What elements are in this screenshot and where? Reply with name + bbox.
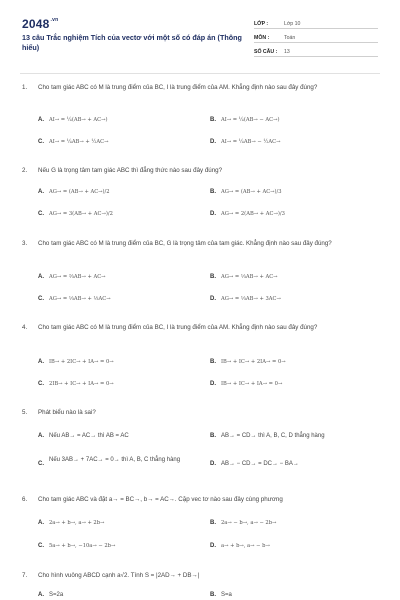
option-text: S=2a (49, 592, 64, 598)
option-label: C. (38, 211, 44, 217)
option-text: AB→ − CD→ = DC→ − BA→ (221, 461, 299, 467)
question-text: Cho tam giác ABC có M là trung điểm của BC, I là trung điểm của AM. Khẳng định nào sau đây đúng? (38, 324, 318, 331)
option-label: C. (38, 296, 44, 302)
option-label: D. (210, 461, 216, 467)
question-number: 6. (22, 496, 28, 503)
question-number: 3. (22, 240, 28, 247)
option-text: AG→ = ⅓AB→ + AC→ (221, 274, 278, 280)
question-number: 7. (22, 572, 28, 579)
question-number: 4. (22, 324, 28, 331)
option-text: AI→ = ¼AB→ + ½AC→ (49, 139, 109, 145)
option-text: AG→ = 2(AB→ + AC→)/3 (221, 211, 285, 217)
option-text: AB→ = CD→ thì A, B, C, D thẳng hàng (221, 433, 325, 439)
question-number: 2. (22, 167, 28, 174)
page-header (0, 0, 400, 70)
option-label: B. (210, 274, 216, 280)
option-label: A. (38, 433, 44, 439)
option-text: a→ + b→, a→ − b→ (221, 543, 270, 549)
meta-info (254, 15, 378, 57)
option-text: AI→ = ¼(AB→ + AC→) (49, 117, 108, 123)
option-text: AG→ = (AB→ + AC→)/3 (221, 189, 282, 195)
option-label: D. (210, 543, 216, 549)
option-label: D. (210, 296, 216, 302)
option-text: AG→ = ⅓AB→ + 3AC→ (221, 296, 281, 302)
option-text: IB→ + 2IC→ + IA→ = 0→ (49, 359, 114, 365)
option-text: IB→ + IC→ + IA→ = 0→ (221, 381, 283, 387)
question-text: Cho tam giác ABC và đặt a→ = BC→, b→ = AC→. Cặp vec tơ nào sau đây cùng phương (38, 496, 283, 503)
option-text: 2IB→ + IC→ + IA→ = 0→ (49, 381, 114, 387)
option-label: B. (210, 359, 216, 365)
option-label: A. (38, 520, 44, 526)
question-text: Cho tam giác ABC có M là trung điểm của BC, G là trọng tâm của tam giác. Khẳng định nào sau đây đúng? (38, 240, 332, 247)
option-label: B. (210, 520, 216, 526)
option-label: C. (38, 139, 44, 145)
option-text: AG→ = (AB→ + AC→)/2 (49, 189, 110, 195)
option-text: IB→ + IC→ + 2IA→ = 0→ (221, 359, 286, 365)
option-label: B. (210, 433, 216, 439)
option-text: Nếu AB→ = AC→ thì AB = AC (49, 433, 129, 439)
meta-row-subject (254, 29, 378, 43)
option-label: A. (38, 592, 44, 598)
meta-label-grade: LỚP : (254, 21, 269, 27)
option-text: AG→ = 3(AB→ + AC→)/2 (49, 211, 113, 217)
option-label: A. (38, 189, 44, 195)
option-label: C. (38, 461, 44, 467)
option-label: D. (210, 211, 216, 217)
option-text: S=a (221, 592, 232, 598)
option-text: AI→ = ¼AB→ − ½AC→ (221, 139, 281, 145)
option-text: AG→ = ⅓AB→ + ⅓AC→ (49, 296, 111, 302)
site-logo[interactable] (22, 17, 58, 31)
logo-suffix: .vn (50, 17, 59, 23)
question-text: Cho hình vuông ABCD cạnh a√2. Tính S = |2AD→ + DB→| (38, 572, 200, 579)
meta-row-grade (254, 15, 378, 29)
option-label: A. (38, 274, 44, 280)
option-label: B. (210, 189, 216, 195)
option-label: C. (38, 381, 44, 387)
option-label: B. (210, 117, 216, 123)
option-label: D. (210, 381, 216, 387)
header-divider (20, 73, 380, 74)
option-text: 2a→ − b→, a→ − 2b→ (221, 520, 277, 526)
option-label: C. (38, 543, 44, 549)
option-label: A. (38, 359, 44, 365)
question-number: 1. (22, 84, 28, 91)
question-text: Nếu G là trọng tâm tam giác ABC thì đẳng thức nào sau đây đúng? (38, 167, 223, 174)
option-text: 2a→ + b→, a→ + 2b→ (49, 520, 105, 526)
question-text: Cho tam giác ABC có M là trung điểm của BC, I là trung điểm của AM. Khẳng định nào sau đây đúng? (38, 84, 318, 91)
page-title: 13 câu Trắc nghiệm Tích của vectơ với một số có đáp án (Thông hiểu) (22, 33, 242, 52)
option-text: Nếu 3AB→ + 7AC→ = 0→ thì A, B, C thẳng hàng (49, 457, 181, 463)
meta-value-count: 13 (284, 49, 290, 55)
logo-text: 2048 (22, 17, 50, 31)
option-text: AG→ = ⅔AB→ + AC→ (49, 274, 106, 280)
question-number: 5. (22, 409, 28, 416)
option-label: A. (38, 117, 44, 123)
option-label: B. (210, 592, 216, 598)
meta-value-grade: Lớp 10 (284, 21, 301, 27)
meta-row-count (254, 43, 378, 57)
meta-label-count: SỐ CÂU : (254, 49, 278, 55)
option-text: 5a→ + b→, −10a→ − 2b→ (49, 543, 116, 549)
option-label: D. (210, 139, 216, 145)
question-text: Phát biểu nào là sai? (38, 409, 96, 416)
meta-value-subject: Toán (284, 35, 296, 41)
option-text: AI→ = ¼(AB→ − AC→) (221, 117, 280, 123)
meta-label-subject: MÔN : (254, 35, 270, 41)
